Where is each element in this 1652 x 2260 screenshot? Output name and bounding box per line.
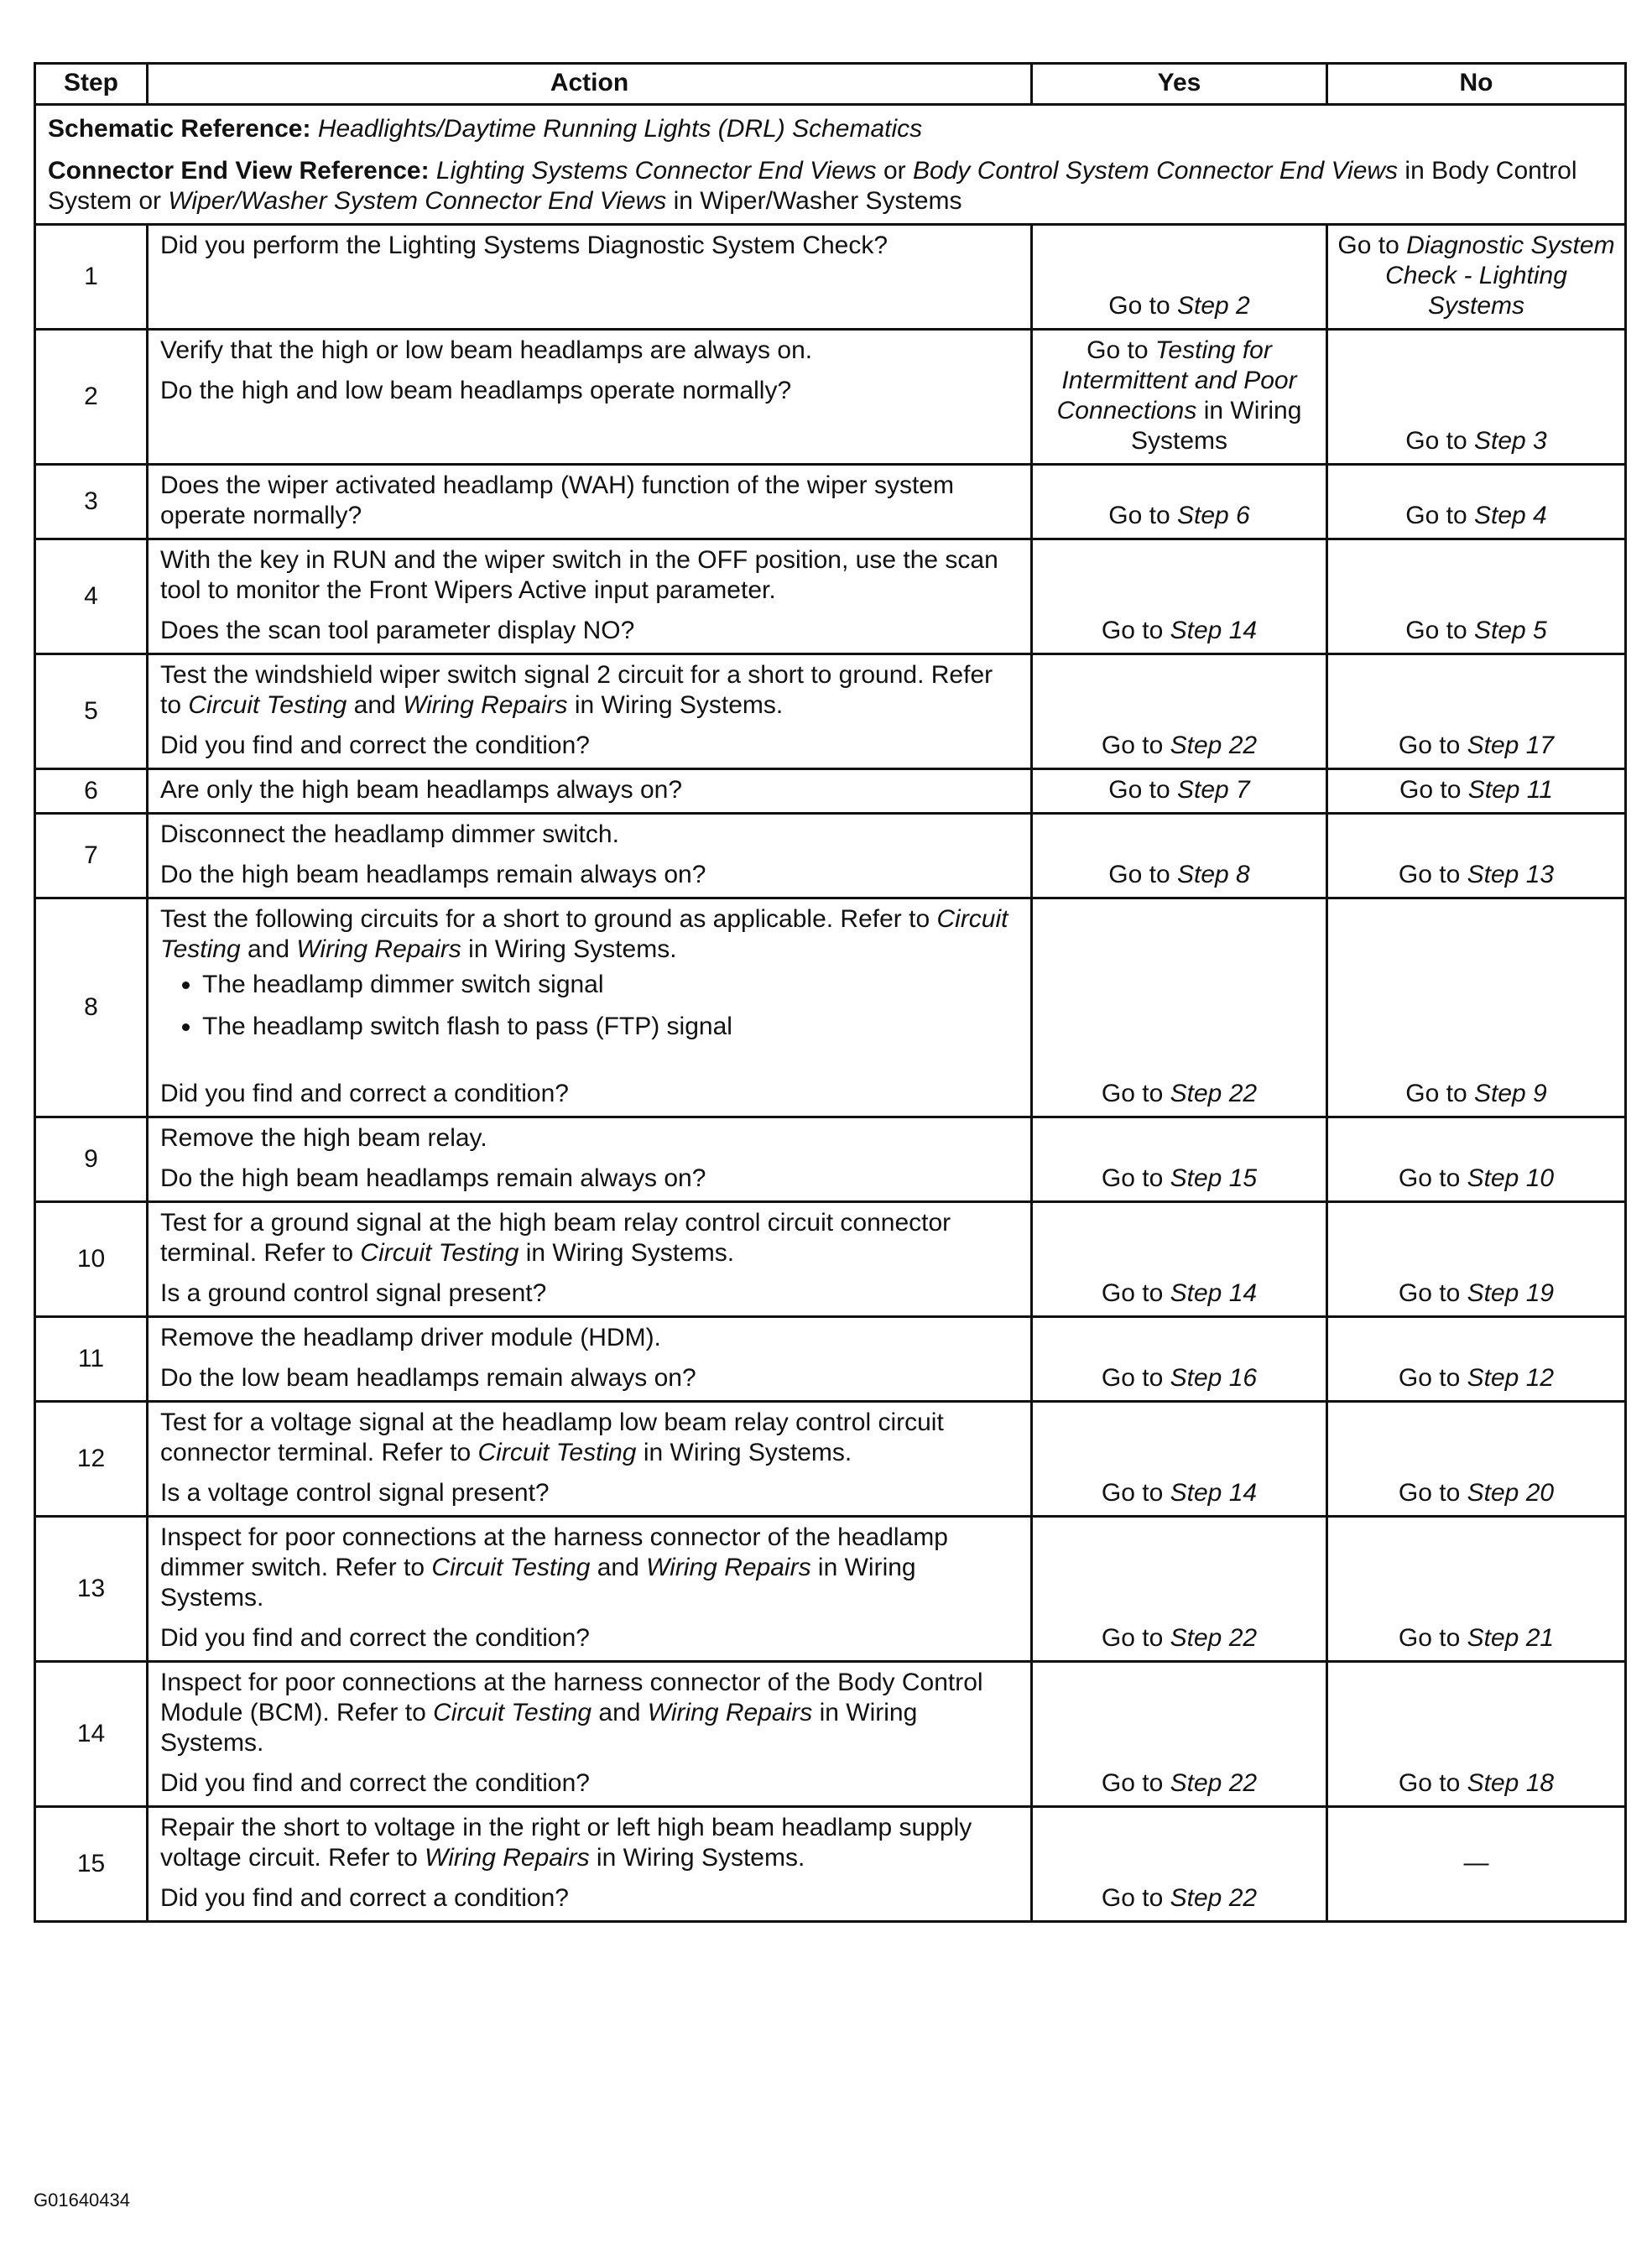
action-cell <box>148 769 1032 814</box>
text-run: Did you find and correct a condition? <box>160 1080 569 1107</box>
text-run: Go to <box>1398 1279 1467 1307</box>
text-run: — <box>1463 1849 1489 1877</box>
yes-cell <box>1032 330 1327 465</box>
text-run: Step 12 <box>1467 1364 1555 1392</box>
action-question <box>160 616 1019 646</box>
text-run: Go to <box>1405 617 1474 644</box>
yes-target <box>1041 1164 1317 1194</box>
no-target <box>1337 1478 1616 1508</box>
reference-cell <box>35 105 1626 225</box>
text-run: Do the low beam headlamps remain always on? <box>160 1364 696 1392</box>
text-run: Step 8 <box>1176 861 1250 888</box>
text-run: Go to <box>1108 776 1177 804</box>
connector-reference-part: Lighting Systems Connector End Views <box>435 157 877 185</box>
text-run: Test the windshield wiper switch signal 2 circuit for a short to ground. Refer to <box>160 661 993 719</box>
action-instruction <box>160 1323 1019 1353</box>
text-run: Step 16 <box>1170 1364 1258 1392</box>
text-run: Go to <box>1108 502 1177 529</box>
connector-reference-part: or <box>876 157 913 185</box>
action-cell <box>148 1402 1032 1517</box>
action-cell <box>148 1807 1032 1922</box>
yes-cell <box>1032 1517 1327 1662</box>
text-run: Repair the short to voltage in the right or left high beam headlamp supply voltage circuit. Refer to <box>160 1814 972 1872</box>
text-run: Step 6 <box>1176 502 1250 529</box>
no-cell <box>1327 814 1626 898</box>
yes-target <box>1041 731 1317 761</box>
text-run: Disconnect the headlamp dimmer switch. <box>160 820 619 848</box>
action-instruction <box>160 1208 1019 1268</box>
table-row <box>35 769 1626 814</box>
text-run: Go to <box>1101 1279 1170 1307</box>
step-number: 10 <box>35 1202 148 1317</box>
text-run: Go to <box>1398 1164 1467 1192</box>
header-step: Step <box>35 64 148 105</box>
text-run: Go to <box>1405 1080 1474 1107</box>
text-run: Circuit Testing <box>188 691 347 719</box>
text-run: Remove the headlamp driver module (HDM). <box>160 1324 661 1351</box>
table-row <box>35 330 1626 465</box>
text-run: Step 19 <box>1467 1279 1555 1307</box>
no-target <box>1337 616 1616 646</box>
action-bullet-item: • The headlamp switch flash to pass (FTP) signal <box>202 1012 1019 1042</box>
no-cell <box>1327 465 1626 539</box>
text-run: Step 14 <box>1170 1479 1258 1507</box>
action-question <box>160 1363 1019 1393</box>
text-run: Step 15 <box>1170 1164 1258 1192</box>
text-run: Do the high beam headlamps remain always on? <box>160 1164 706 1192</box>
action-instruction <box>160 1668 1019 1758</box>
action-instruction <box>160 1523 1019 1613</box>
no-target <box>1337 1079 1616 1109</box>
text-run: Go to <box>1101 1769 1170 1797</box>
yes-cell <box>1032 1402 1327 1517</box>
action-instruction <box>160 660 1019 721</box>
text-run: Step 22 <box>1170 1080 1258 1107</box>
action-cell <box>148 1202 1032 1317</box>
schematic-reference <box>48 114 1613 144</box>
text-run: Is a ground control signal present? <box>160 1279 547 1307</box>
no-cell <box>1327 1662 1626 1807</box>
action-cell <box>148 539 1032 654</box>
action-question <box>160 1768 1019 1799</box>
text-run: Step 10 <box>1467 1164 1555 1192</box>
table-row <box>35 814 1626 898</box>
yes-target <box>1041 1363 1317 1393</box>
text-run: With the key in RUN and the wiper switch in the OFF position, use the scan tool to monitor the Front Wipers Active input parameter. <box>160 546 998 604</box>
text-run: Go to <box>1101 1479 1170 1507</box>
no-target <box>1337 731 1616 761</box>
text-run: Did you find and correct the condition? <box>160 1624 590 1652</box>
text-run: in Wiring Systems <box>1130 397 1302 455</box>
text-run: Do the high and low beam headlamps operate normally? <box>160 377 792 404</box>
text-run: Step 20 <box>1467 1479 1555 1507</box>
no-cell <box>1327 1402 1626 1517</box>
no-cell <box>1327 225 1626 330</box>
table-row <box>35 898 1626 1117</box>
text-run: Circuit Testing <box>433 1699 592 1726</box>
action-instruction <box>160 1123 1019 1153</box>
text-run: Circuit Testing <box>431 1554 591 1581</box>
text-run: Go to <box>1101 1164 1170 1192</box>
yes-target <box>1041 775 1317 805</box>
step-number: 4 <box>35 539 148 654</box>
action-question <box>160 1478 1019 1508</box>
text-run: Step 14 <box>1170 1279 1258 1307</box>
no-target <box>1337 1278 1616 1309</box>
text-run: Go to <box>1337 232 1407 259</box>
text-run: and <box>591 1699 648 1726</box>
connector-reference-part: Wiper/Washer System Connector End Views <box>168 187 667 215</box>
no-target <box>1337 860 1616 890</box>
action-cell <box>148 330 1032 465</box>
text-run: Test the following circuits for a short to ground as applicable. Refer to <box>160 905 937 933</box>
text-run: Circuit Testing <box>477 1439 637 1466</box>
action-cell <box>148 225 1032 330</box>
table-header-row <box>35 64 1626 105</box>
table-row <box>35 1117 1626 1202</box>
connector-reference-part: in Wiper/Washer Systems <box>666 187 962 215</box>
action-question <box>160 1164 1019 1194</box>
table-row <box>35 1402 1626 1517</box>
action-question <box>160 1883 1019 1914</box>
text-run: Go to <box>1101 732 1170 759</box>
no-cell <box>1327 539 1626 654</box>
step-number: 3 <box>35 465 148 539</box>
text-run: Go to <box>1108 861 1177 888</box>
yes-target <box>1041 1768 1317 1799</box>
text-run: Step 13 <box>1467 861 1555 888</box>
text-run: Go to <box>1101 1364 1170 1392</box>
text-run: Inspect for poor connections at the harness connector of the headlamp dimmer switch. Refer to <box>160 1523 948 1581</box>
yes-target <box>1041 291 1317 321</box>
yes-cell <box>1032 1662 1327 1807</box>
step-number: 12 <box>35 1402 148 1517</box>
yes-cell <box>1032 1117 1327 1202</box>
no-target <box>1337 426 1616 456</box>
text-run: Go to <box>1398 732 1467 759</box>
text-run: Go to <box>1405 502 1474 529</box>
yes-target <box>1041 860 1317 890</box>
text-run: Wiring Repairs <box>403 691 568 719</box>
reference-row <box>35 105 1626 225</box>
yes-cell <box>1032 898 1327 1117</box>
yes-target <box>1041 1623 1317 1653</box>
yes-cell <box>1032 1807 1327 1922</box>
table-row <box>35 1517 1626 1662</box>
text-run: Step 17 <box>1467 732 1555 759</box>
text-run: in Wiring Systems. <box>567 691 784 719</box>
text-run: Wiring Repairs <box>296 935 461 963</box>
text-run: Inspect for poor connections at the harness connector of the Body Control Module (BCM). Refer to <box>160 1669 983 1726</box>
text-run: Go to <box>1101 1080 1170 1107</box>
action-question <box>160 1079 1019 1109</box>
action-cell <box>148 1662 1032 1807</box>
schematic-reference-value: Headlights/Daytime Running Lights (DRL) Schematics <box>317 115 923 143</box>
table-row <box>35 465 1626 539</box>
no-cell <box>1327 1117 1626 1202</box>
step-number: 13 <box>35 1517 148 1662</box>
table-row <box>35 1807 1626 1922</box>
text-run: Wiring Repairs <box>425 1844 590 1872</box>
figure-id: G01640434 <box>34 2190 130 2211</box>
text-run: Step 22 <box>1170 732 1258 759</box>
text-run: Step 11 <box>1467 776 1553 804</box>
text-run: Circuit Testing <box>160 905 1008 963</box>
yes-target <box>1041 1278 1317 1309</box>
text-run: in Wiring Systems. <box>461 935 677 963</box>
text-run: Are only the high beam headlamps always on? <box>160 776 683 804</box>
yes-cell <box>1032 1202 1327 1317</box>
text-run: Step 9 <box>1473 1080 1547 1107</box>
header-yes: Yes <box>1032 64 1327 105</box>
no-cell <box>1327 330 1626 465</box>
action-instruction <box>160 904 1019 965</box>
table-row <box>35 654 1626 769</box>
table-row <box>35 1202 1626 1317</box>
text-run: Go to <box>1398 1479 1467 1507</box>
text-run: Did you find and correct a condition? <box>160 1884 569 1912</box>
action-question <box>160 1278 1019 1309</box>
action-instruction <box>160 820 1019 850</box>
diagnostic-table-container <box>34 62 1624 1923</box>
action-cell <box>148 465 1032 539</box>
text-run: in Wiring Systems. <box>160 1699 918 1757</box>
text-run: Does the wiper activated headlamp (WAH) function of the wiper system operate normally? <box>160 471 954 529</box>
action-instruction <box>160 1408 1019 1468</box>
text-run: Go to <box>1108 292 1177 320</box>
action-bullet-item: • The headlamp dimmer switch signal <box>202 970 1019 1000</box>
step-number: 7 <box>35 814 148 898</box>
yes-cell <box>1032 769 1327 814</box>
no-target <box>1337 775 1616 805</box>
yes-target <box>1041 501 1317 531</box>
text-run: Did you find and correct the condition? <box>160 1769 590 1797</box>
yes-cell <box>1032 465 1327 539</box>
no-target <box>1337 1768 1616 1799</box>
text-run: Step 22 <box>1170 1884 1258 1912</box>
step-number: 14 <box>35 1662 148 1807</box>
text-run: Go to <box>1399 776 1468 804</box>
text-run: Go to <box>1398 861 1467 888</box>
text-run: Step 5 <box>1473 617 1547 644</box>
action-cell <box>148 1517 1032 1662</box>
text-run: Is a voltage control signal present? <box>160 1479 550 1507</box>
action-cell <box>148 898 1032 1117</box>
action-cell <box>148 654 1032 769</box>
step-number: 9 <box>35 1117 148 1202</box>
text-run: Step 2 <box>1176 292 1250 320</box>
no-cell <box>1327 1317 1626 1402</box>
text-run: Diagnostic System Check - Lighting Systems <box>1385 232 1615 320</box>
text-run: Step 7 <box>1176 776 1250 804</box>
no-cell <box>1327 654 1626 769</box>
header-no: No <box>1327 64 1626 105</box>
text-run: in Wiring Systems. <box>519 1239 735 1267</box>
text-run: Wiring Repairs <box>647 1699 813 1726</box>
no-cell <box>1327 1517 1626 1662</box>
action-cell <box>148 1117 1032 1202</box>
text-run: and <box>590 1554 647 1581</box>
no-target <box>1337 1623 1616 1653</box>
text-run: and <box>347 691 404 719</box>
step-number: 8 <box>35 898 148 1117</box>
text-run: and <box>240 935 297 963</box>
step-number: 1 <box>35 225 148 330</box>
action-instruction <box>160 471 1019 531</box>
text-run: Test for a voltage signal at the headlamp low beam relay control circuit connector terminal. Refer to <box>160 1409 944 1466</box>
action-question <box>160 731 1019 761</box>
text-run: Wiring Repairs <box>646 1554 811 1581</box>
text-run: Go to <box>1398 1769 1467 1797</box>
action-instruction <box>160 545 1019 606</box>
step-number: 2 <box>35 330 148 465</box>
no-target <box>1337 231 1616 321</box>
step-number: 15 <box>35 1807 148 1922</box>
yes-cell <box>1032 1317 1327 1402</box>
action-instruction <box>160 1813 1019 1873</box>
action-question <box>160 1623 1019 1653</box>
connector-reference-label: Connector End View Reference: <box>48 157 430 185</box>
action-instruction <box>160 231 1019 261</box>
no-target <box>1337 1363 1616 1393</box>
action-question <box>160 860 1019 890</box>
text-run: Step 22 <box>1170 1769 1258 1797</box>
connector-reference <box>48 156 1613 216</box>
action-question <box>160 376 1019 406</box>
action-cell <box>148 1317 1032 1402</box>
no-target <box>1337 501 1616 531</box>
step-number: 11 <box>35 1317 148 1402</box>
table-row <box>35 539 1626 654</box>
action-cell <box>148 814 1032 898</box>
diagnostic-table <box>34 62 1627 1923</box>
action-instruction <box>160 336 1019 366</box>
yes-target <box>1041 1478 1317 1508</box>
text-run: Remove the high beam relay. <box>160 1124 487 1152</box>
text-run: Go to <box>1101 1884 1170 1912</box>
step-number: 5 <box>35 654 148 769</box>
text-run: Test for a ground signal at the high beam relay control circuit connector terminal. Refer to <box>160 1209 951 1267</box>
text-run: Step 21 <box>1467 1624 1555 1652</box>
no-cell <box>1327 898 1626 1117</box>
text-run: Circuit Testing <box>360 1239 519 1267</box>
table-row <box>35 1317 1626 1402</box>
text-run: Step 14 <box>1170 617 1258 644</box>
text-run: Go to <box>1405 427 1474 455</box>
connector-reference-part: Body Control System Connector End Views <box>913 157 1399 185</box>
header-action: Action <box>148 64 1032 105</box>
text-run: Does the scan tool parameter display NO? <box>160 617 635 644</box>
text-run: Step 4 <box>1473 502 1547 529</box>
text-run: Go to <box>1398 1624 1467 1652</box>
action-instruction <box>160 775 1019 805</box>
yes-target <box>1041 1079 1317 1109</box>
text-run: Do the high beam headlamps remain always on? <box>160 861 706 888</box>
connector-reference-part: in Body Control System or <box>48 157 1577 215</box>
yes-cell <box>1032 225 1327 330</box>
text-run: Did you find and correct the condition? <box>160 732 590 759</box>
text-run: in Wiring Systems. <box>160 1554 916 1612</box>
text-run: Verify that the high or low beam headlamps are always on. <box>160 336 813 364</box>
step-number: 6 <box>35 769 148 814</box>
text-run: in Wiring Systems. <box>636 1439 852 1466</box>
text-run: Go to <box>1101 1624 1170 1652</box>
text-run: Step 3 <box>1473 427 1547 455</box>
table-row <box>35 225 1626 330</box>
yes-target <box>1041 1883 1317 1914</box>
table-row <box>35 1662 1626 1807</box>
yes-target <box>1041 616 1317 646</box>
action-bullet-list <box>160 970 1019 1042</box>
yes-cell <box>1032 654 1327 769</box>
yes-cell <box>1032 539 1327 654</box>
text-run: Did you perform the Lighting Systems Diagnostic System Check? <box>160 232 889 259</box>
text-run: Go to <box>1101 617 1170 644</box>
no-cell <box>1327 1202 1626 1317</box>
schematic-reference-label: Schematic Reference: <box>48 115 311 143</box>
text-run: Go to <box>1398 1364 1467 1392</box>
text-run: Testing for Intermittent and Poor Connections <box>1056 336 1297 424</box>
no-cell <box>1327 1807 1626 1922</box>
text-run: Go to <box>1087 336 1155 364</box>
text-run: in Wiring Systems. <box>589 1844 805 1872</box>
text-run: Step 22 <box>1170 1624 1258 1652</box>
text-run: Step 18 <box>1467 1769 1555 1797</box>
yes-cell <box>1032 814 1327 898</box>
yes-target <box>1041 336 1317 456</box>
no-cell <box>1327 769 1626 814</box>
no-target <box>1337 1164 1616 1194</box>
